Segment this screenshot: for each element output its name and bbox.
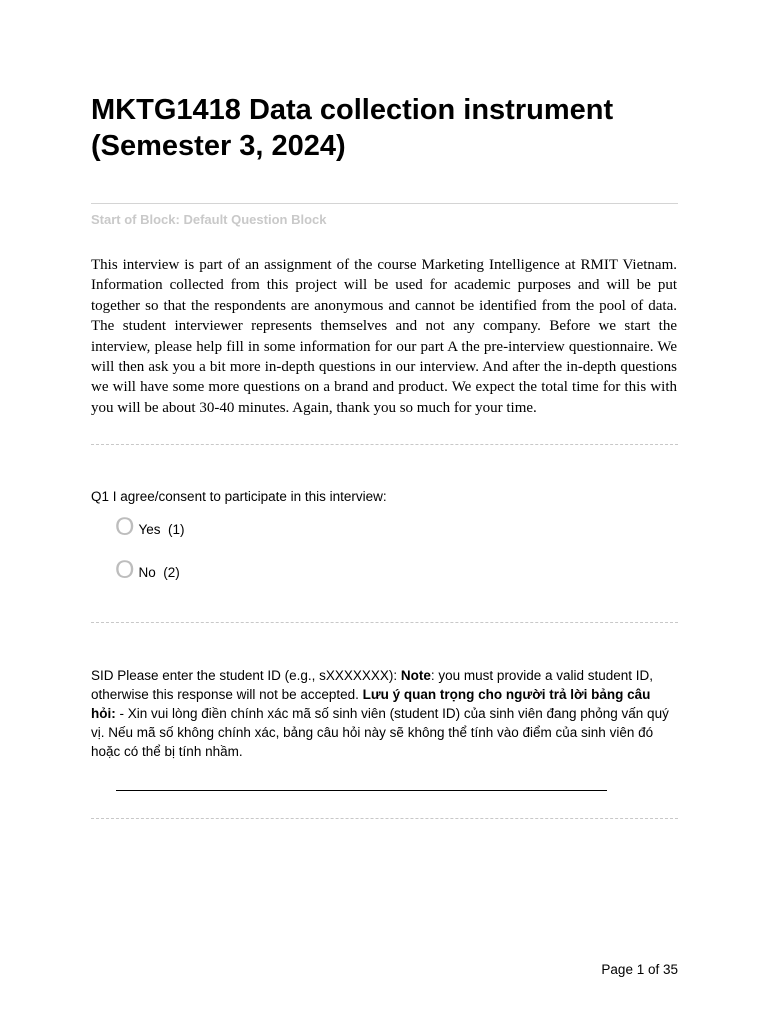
title-divider (91, 203, 678, 204)
note-text: : you must provide a valid student ID, otherwise this response will not be accepted. (91, 668, 654, 702)
question-separator (91, 818, 678, 819)
sid-question-text (91, 666, 678, 761)
vn-instruction-text: - Xin vui lòng điền chính xác mã số sinh viên (student ID) của sinh viên đang phỏng vấn quý vị. Nếu mã số không chính xác, bảng câu hỏi này sẽ không thể tính vào điểm của sinh viên đó hoặc có thể bị tính nhầm. (91, 706, 669, 759)
radio-button-icon[interactable]: O (115, 513, 135, 541)
vn-important-label: Lưu ý quan trọng cho người trả lời bảng câu hỏi: (91, 687, 651, 721)
note-label: Note (400, 668, 431, 683)
block-start-label: Start of Block: Default Question Block (91, 212, 327, 227)
page-number: Page 1 of 35 (601, 962, 678, 977)
sid-prefix: SID Please enter the student ID (e.g., sXXXXXXX): (91, 668, 401, 683)
page-title: MKTG1418 Data collection instrument (Semester 3, 2024) (91, 94, 614, 162)
intro-paragraph: This interview is part of an assignment of the course Marketing Intelligence at RMIT Vietnam. Information collected from this project will be used for academic purposes and will be put together so that the respondents are anonymous and cannot be identified from the pool of data. The student interviewer represents themselves and not any company. Before we start the interview, please help fill in some information for our part A the pre-interview questionnaire. We will then ask you a bit more in-depth questions in our interview. And after the in-depth questions we will have some more questions on a brand and product. We expect the total time for this with you will be about 30-40 minutes. Again, thank you so much for your time. (91, 257, 677, 416)
q1-option-yes[interactable] (115, 514, 184, 540)
question-separator (91, 622, 678, 623)
q1-question-text: Q1 I agree/consent to participate in this interview: (91, 489, 387, 504)
q1-option-no[interactable] (115, 557, 180, 583)
option-label: Yes (1) (138, 522, 185, 537)
question-separator (91, 444, 678, 445)
radio-button-icon[interactable]: O (115, 556, 135, 584)
sid-answer-field[interactable] (116, 790, 607, 791)
option-label: No (2) (138, 565, 180, 580)
